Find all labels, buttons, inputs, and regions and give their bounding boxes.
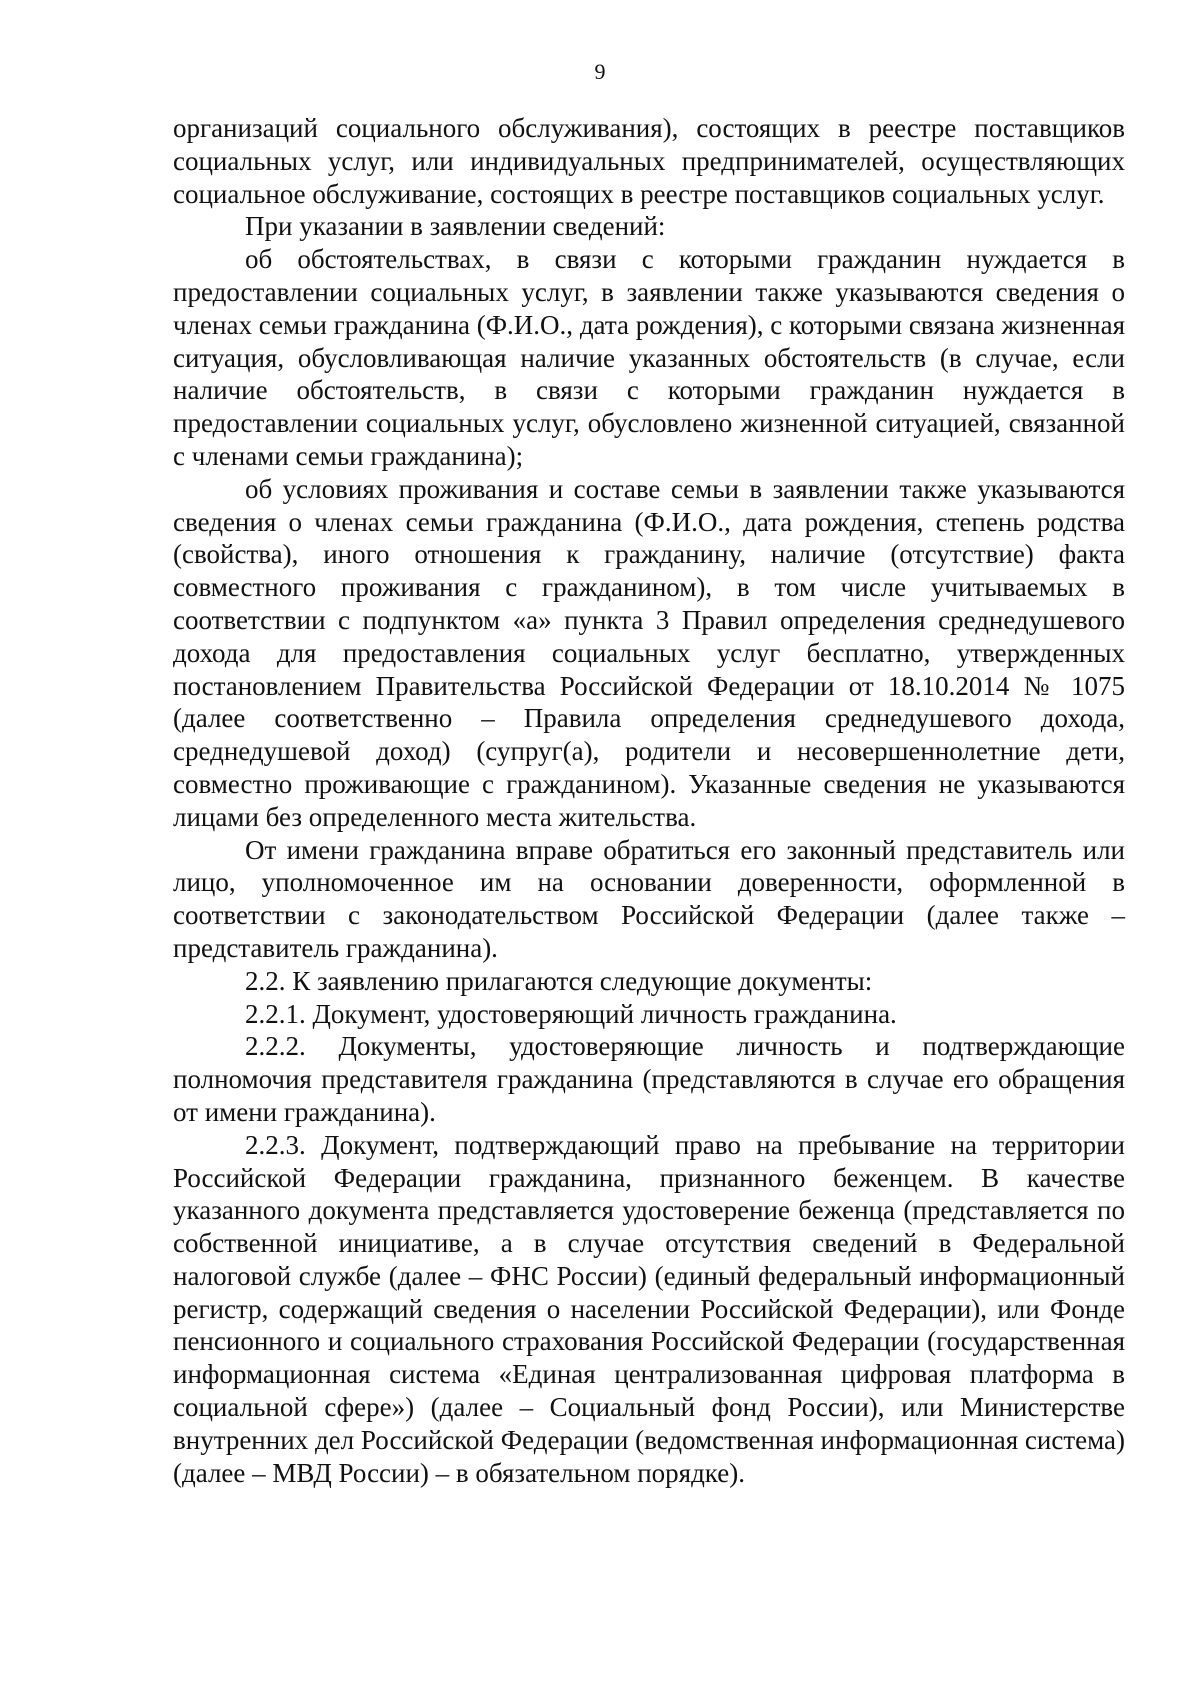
paragraph-living-conditions: об условиях проживания и составе семьи в заявлении также указываются сведения о членах семьи гражданина (Ф.И.О., дата рождения, степень родства (свойства), иного отношения к гражданину, наличие (отсутствие) факта совместного проживания с гражданином), в том числе учитываемых в соответствии с подпунктом «а» пункта 3 Правил определения среднедушевого дохода для предоставления социальных услуг бесплатно, утвержденных постановлением Правительства Российской Федерации от 18.10.2014 № 1075 (далее соответственно – Правила определения среднедушевого дохода, среднедушевой доход) (супруг(а), родители и несовершеннолетние дети, совместно проживающие с гражданином). Указанные сведения не указываются лицами без определенного места жительства. bbox=[173, 473, 1125, 832]
paragraph-representative: От имени гражданина вправе обратиться его законный представитель или лицо, уполномоченное им на основании доверенности, оформленной в соответствии с законодательством Российской Федерации (далее также – представитель гражданина). bbox=[173, 834, 1125, 963]
paragraph-section-2-2-2: 2.2.2. Документы, удостоверяющие личность и подтверждающие полномочия представителя гражданина (представляются в случае его обращения от имени гражданина). bbox=[173, 1031, 1125, 1127]
page-number: 9 bbox=[594, 59, 606, 84]
paragraph-section-2-2-3: 2.2.3. Документ, подтверждающий право на пребывание на территории Российской Федерации гражданина, признанного беженцем. В качестве указанного документа представляется удостоверение беженца (представляется по собственной инициативе, а в случае отсутствия сведений в Федеральной налоговой службе (далее – ФНС России) (единый федеральный информационный регистр, содержащий сведения о населении Российской Федерации), или Фонде пенсионного и социального страхования Российской Федерации (государственная информационная система «Единая централизованная цифровая платформа в социальной сфере») (далее – Социальный фонд России), или Министерстве внутренних дел Российской Федерации (ведомственная информационная система) (далее – МВД России) – в обязательном порядке). bbox=[173, 1129, 1125, 1488]
paragraph-circumstances: об обстоятельствах, в связи с которыми гражданин нуждается в предоставлении социальных услуг, в заявлении также указываются сведения о членах семьи гражданина (Ф.И.О., дата рождения), с которыми связана жизненная ситуация, обусловливающая наличие указанных обстоятельств (в случае, если наличие обстоятельств, в связи с которыми гражданин нуждается в предоставлении социальных услуг, обусловлено жизненной ситуацией, связанной с членами семьи гражданина); bbox=[173, 244, 1125, 471]
paragraph-section-2-2: 2.2. К заявлению прилагаются следующие документы: bbox=[245, 965, 873, 996]
document-body bbox=[173, 112, 1125, 1489]
paragraph-continuation: организаций социального обслуживания), состоящих в реестре поставщиков социальных услуг, или индивидуальных предпринимателей, осуществляющих социальное обслуживание, состоящих в реестре поставщиков социальных услуг. bbox=[173, 113, 1125, 209]
paragraph-section-2-2-1: 2.2.1. Документ, удостоверяющий личность гражданина. bbox=[245, 998, 897, 1029]
paragraph-statement-details-intro: При указании в заявлении сведений: bbox=[245, 211, 666, 242]
